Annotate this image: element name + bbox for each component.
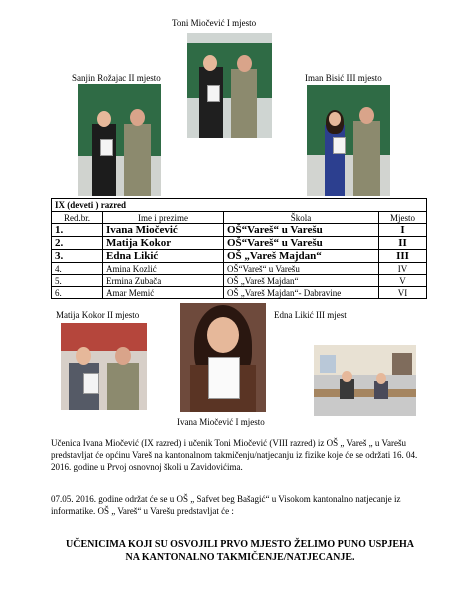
- row-place: V: [379, 275, 427, 287]
- row-school: OŠ „Vareš Majdan“: [224, 275, 379, 287]
- photo-matija: [61, 323, 147, 410]
- row-school: OŠ „Vareš Majdan“: [224, 250, 379, 263]
- row-name: Ermina Zubača: [103, 275, 224, 287]
- caption-top: Toni Miočević I mjesto: [172, 18, 257, 28]
- row-no: 3.: [52, 250, 103, 263]
- table-row: [52, 287, 427, 299]
- row-name: Edna Likić: [103, 250, 224, 263]
- row-place: VI: [379, 287, 427, 299]
- row-place: IV: [379, 263, 427, 275]
- paragraph-informatics: 07.05. 2016. godine održat će se u OŠ „ Safvet beg Bašagić“ u Visokom kantonalno natjecanje iz informatike. OŠ „ Vareš“ u Varešu predstavljat će :: [51, 494, 401, 516]
- photo-iman: [307, 85, 390, 196]
- photo-sanjin: [78, 84, 161, 196]
- row-school: OŠ „Vareš Majdan“- Dabravine: [224, 287, 379, 299]
- row-no: 2.: [52, 237, 103, 250]
- caption-ivana: Ivana Miočević I mjesto: [177, 417, 265, 427]
- row-place: I: [379, 224, 427, 237]
- table-row: [52, 224, 427, 237]
- closing-message: UČENICIMA KOJI SU OSVOJILI PRVO MJESTO ŽELIMO PUNO USPJEHA NA KANTONALNO TAKMIČENJE/NATJECANJE.: [66, 539, 414, 563]
- table-title: IX (deveti ) razred: [52, 199, 427, 212]
- table-row: [52, 263, 427, 275]
- row-no: 5.: [52, 275, 103, 287]
- row-school: OŠ“Vareš“ u Varešu: [224, 237, 379, 250]
- row-name: Matija Kokor: [103, 237, 224, 250]
- caption-edna: Edna Likić III mjest: [274, 310, 347, 320]
- paragraph-physics: Učenica Ivana Miočević (IX razred) i učenik Toni Miočević (VIII razred) iz OŠ „ Vareš „ u Varešu predstavljat će općinu Vareš na kantonalnom takmičenju/natjecanju iz fizike koje će se održati 16. 04. 2016. godine u Prvoj osnovnoj školi u Zavidovićima.: [51, 438, 418, 472]
- row-name: Ivana Miočević: [103, 224, 224, 237]
- row-school: OŠ“Vareš“ u Varešu: [224, 263, 379, 275]
- header-school: Škola: [224, 212, 379, 224]
- row-no: 4.: [52, 263, 103, 275]
- row-school: OŠ“Vareš“ u Varešu: [224, 224, 379, 237]
- row-place: II: [379, 237, 427, 250]
- table-row: [52, 250, 427, 263]
- caption-matija: Matija Kokor II mjesto: [56, 310, 140, 320]
- row-place: III: [379, 250, 427, 263]
- photo-ivana: [180, 303, 266, 412]
- header-no: Red.br.: [52, 212, 103, 224]
- table-row: [52, 275, 427, 287]
- table-row: [52, 237, 427, 250]
- table-header-row: [52, 212, 427, 224]
- row-no: 6.: [52, 287, 103, 299]
- caption-right: Iman Bisić III mjesto: [305, 73, 382, 83]
- header-place: Mjesto: [379, 212, 427, 224]
- photo-edna: [314, 345, 416, 416]
- row-name: Amina Kozlić: [103, 263, 224, 275]
- results-table: [51, 198, 427, 299]
- caption-left: Sanjin Rožajac II mjesto: [72, 73, 161, 83]
- photo-toni: [187, 33, 272, 138]
- row-no: 1.: [52, 224, 103, 237]
- header-name: Ime i prezime: [103, 212, 224, 224]
- row-name: Amar Memić: [103, 287, 224, 299]
